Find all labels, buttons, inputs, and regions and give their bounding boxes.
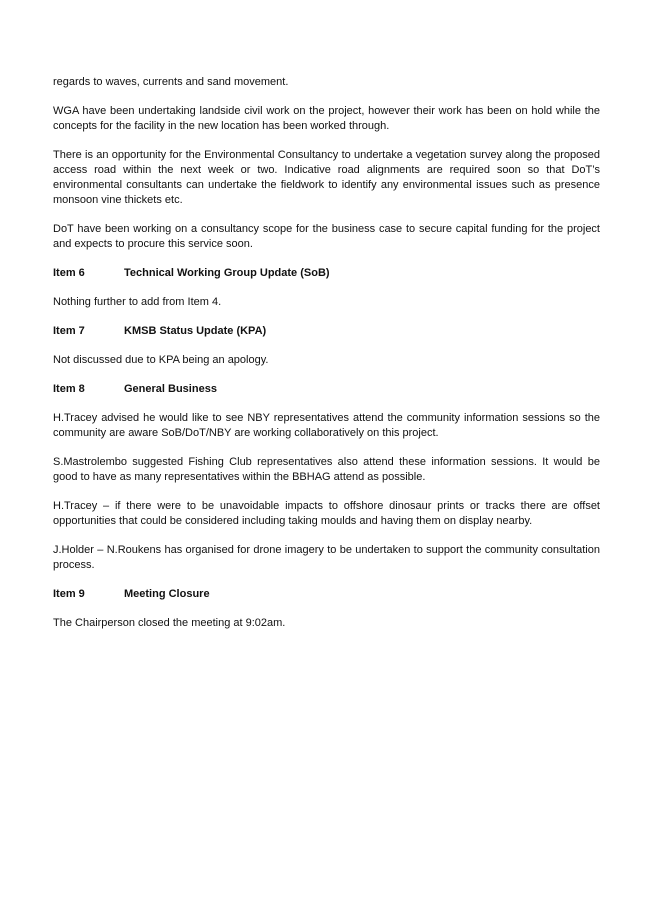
item-8-heading: [53, 382, 600, 397]
environmental-paragraph: There is an opportunity for the Environmental Consultancy to undertake a vegetation survey along the proposed access road within the next week or two. Indicative road alignments are required soon so that DoT’s environmental consultants can undertake the fieldwork to identify any environmental issues such as presence monsoon vine thickets etc.: [53, 149, 600, 206]
item-9-number: Item 9: [53, 588, 85, 600]
item-6-body: Nothing further to add from Item 4.: [53, 296, 222, 308]
item-7-body: Not discussed due to KPA being an apology.: [53, 354, 269, 366]
item-8-paragraph-3: H.Tracey – if there were to be unavoidable impacts to offshore dinosaur prints or tracks there are offset opportunities that could be considered including taking moulds and having them on display nearby.: [53, 500, 600, 527]
item-8-paragraph-2: S.Mastrolembo suggested Fishing Club representatives also attend these information sessions. It would be good to have as many representatives within the BBHAG attend as possible.: [53, 456, 600, 483]
item-7-title: KMSB Status Update (KPA): [124, 325, 267, 337]
item-9-heading: [53, 587, 600, 602]
item-6-heading: [53, 266, 600, 281]
item-6-title: Technical Working Group Update (SoB): [124, 267, 330, 279]
item-7-number: Item 7: [53, 325, 85, 337]
item-9-body: The Chairperson closed the meeting at 9:02am.: [53, 617, 286, 629]
item-9-title: Meeting Closure: [124, 588, 210, 600]
item-8-paragraph-1: H.Tracey advised he would like to see NBY representatives attend the community information sessions so the community are aware SoB/DoT/NBY are working collaboratively on this project.: [53, 412, 600, 439]
item-8-title: General Business: [124, 383, 217, 395]
item-8-number: Item 8: [53, 383, 85, 395]
dot-paragraph: DoT have been working on a consultancy scope for the business case to secure capital funding for the project and expects to procure this service soon.: [53, 223, 600, 250]
item-7-heading: [53, 324, 600, 339]
minutes-body: [53, 75, 600, 631]
item-6-number: Item 6: [53, 267, 85, 279]
intro-paragraph: regards to waves, currents and sand movement.: [53, 76, 289, 88]
item-8-paragraph-4: J.Holder – N.Roukens has organised for drone imagery to be undertaken to support the community consultation process.: [53, 544, 600, 571]
wga-paragraph: WGA have been undertaking landside civil work on the project, however their work has been on hold while the concepts for the facility in the new location has been worked through.: [53, 105, 600, 132]
